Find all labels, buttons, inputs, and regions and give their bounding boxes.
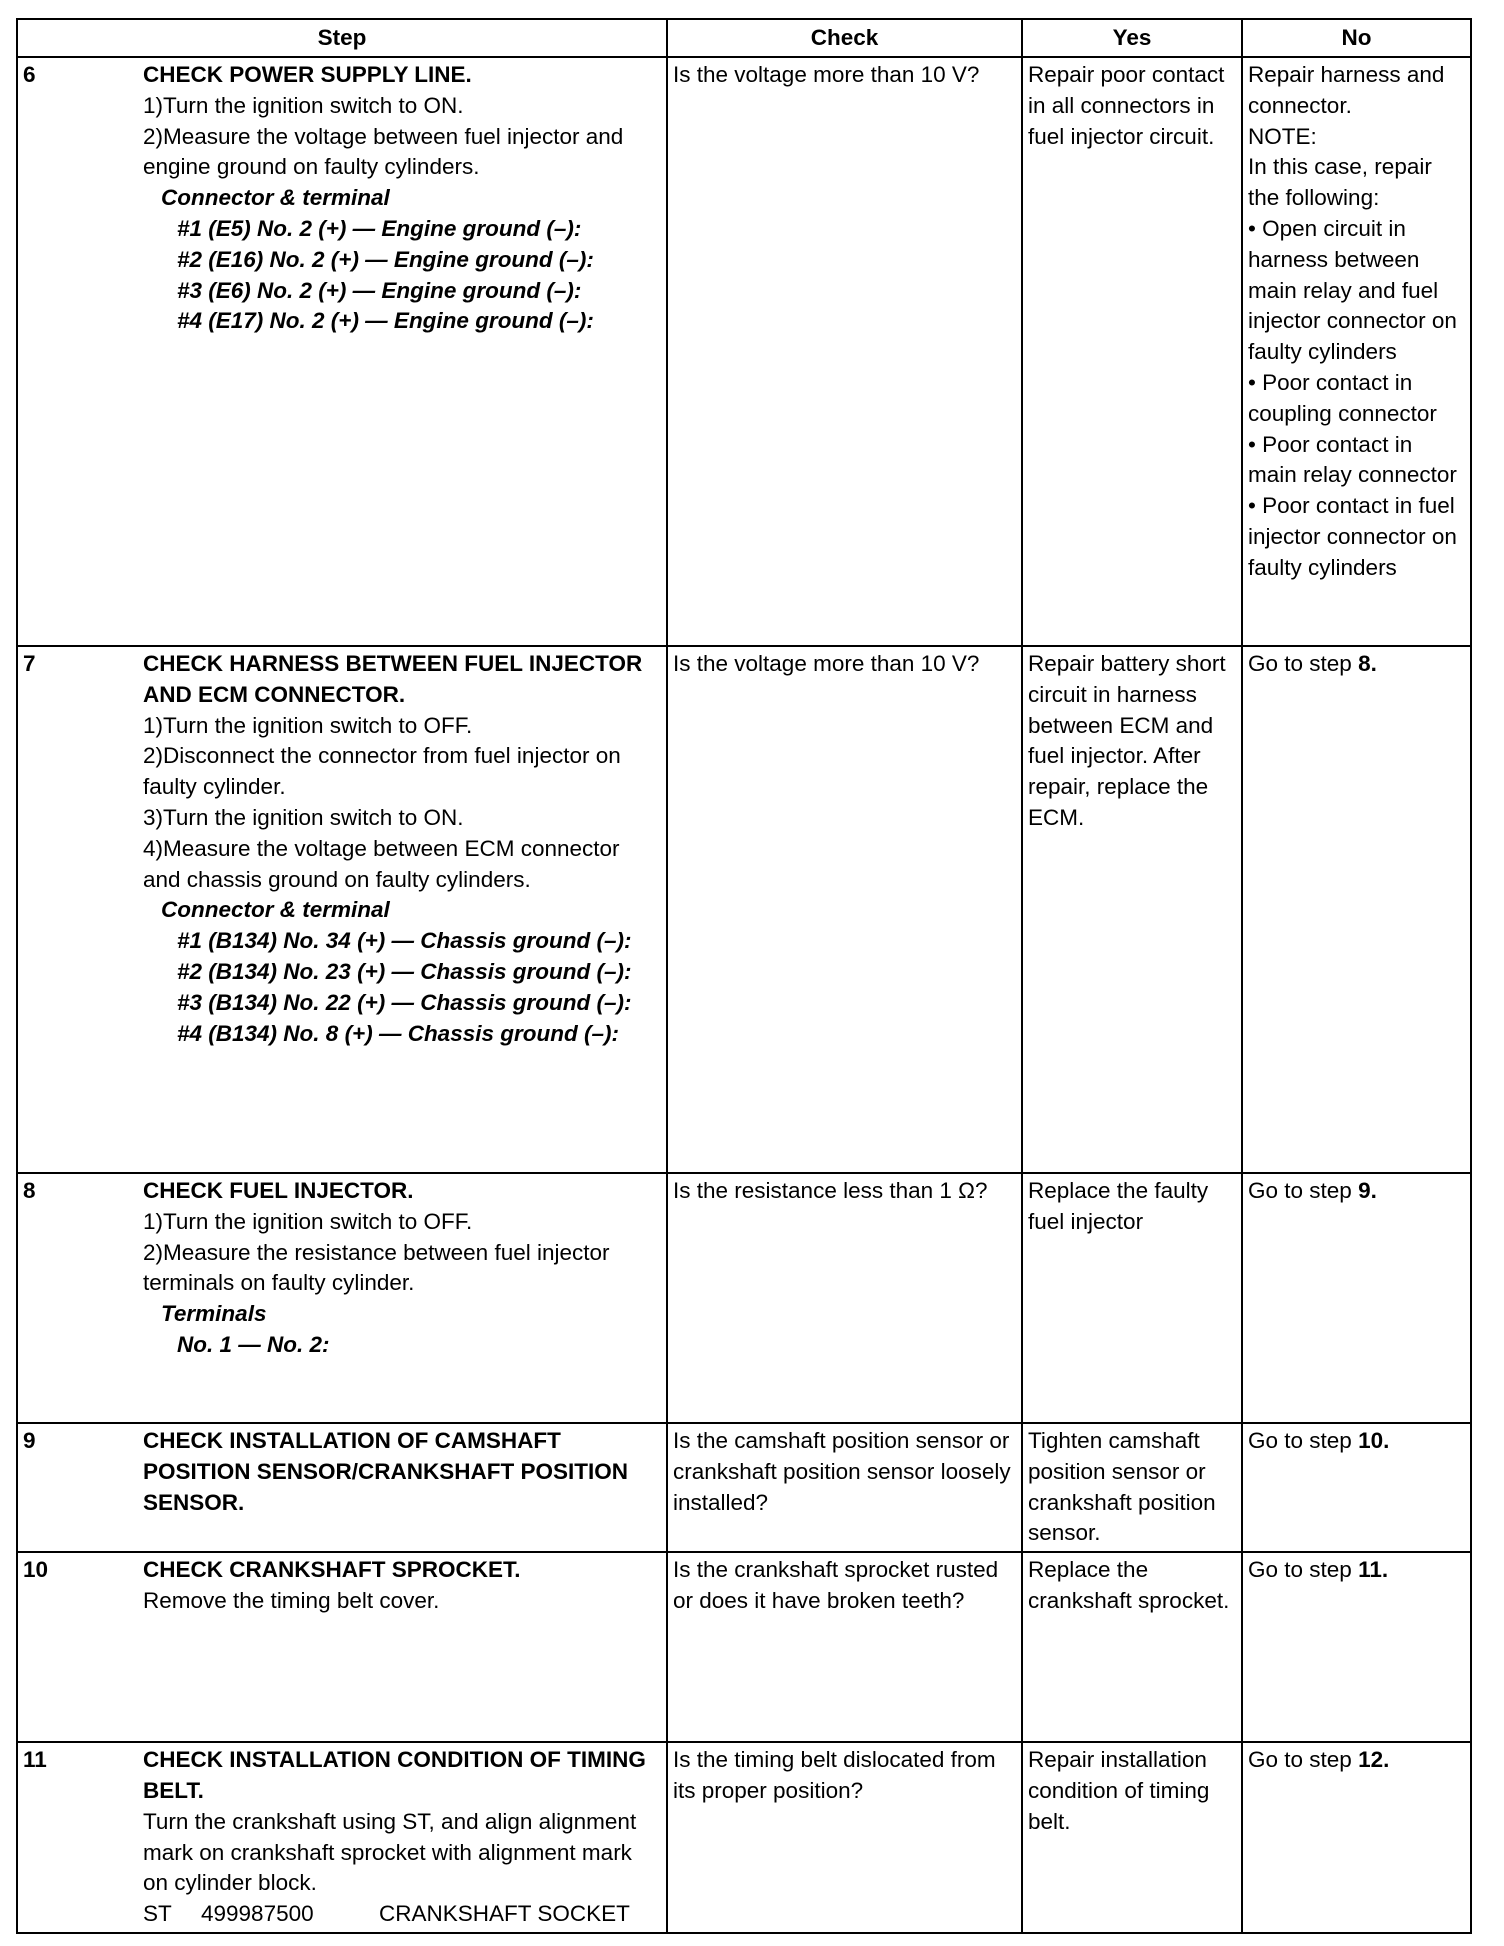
header-yes: Yes [1022,19,1242,57]
terminals-heading: Terminals [161,1301,267,1327]
header-check: Check [667,19,1022,57]
no-bullet: • Poor contact in main relay connector [1248,431,1457,488]
connector-heading: Connector & terminal [161,897,390,923]
step-title: CHECK HARNESS BETWEEN FUEL INJECTOR AND ECM CONNECTOR. [143,651,643,707]
no-cell [1242,1552,1471,1742]
step-number: 9 [23,1428,36,1453]
step-number: 11 [23,1747,47,1773]
step-number: 10 [23,1557,49,1583]
connector-terminal: #2 (E16) No. 2 (+) — Engine ground (–): [177,246,594,272]
step-cell [17,1423,667,1552]
step-number: 6 [23,62,36,87]
step-instruction: 3)Turn the ignition switch to ON. [143,804,464,830]
yes-cell: Replace the crankshaft sprocket. [1022,1552,1242,1742]
connector-terminal: #2 (B134) No. 23 (+) — Chassis ground (–): [177,958,632,984]
note-label: NOTE: [1248,123,1317,149]
goto-step: 11. [1358,1557,1389,1583]
table-row [17,1173,1471,1423]
yes-cell: Repair battery short circuit in harness between ECM and fuel injector. After repair, replace the ECM. [1022,646,1242,1173]
step-title: CHECK INSTALLATION OF CAMSHAFT POSITION SENSOR/CRANKSHAFT POSITION SENSOR. [143,1428,629,1515]
no-cell [1242,57,1471,646]
check-cell: Is the timing belt dislocated from its proper position? [667,1742,1022,1933]
no-text: In this case, repair the following: [1248,154,1432,211]
table-row [17,1423,1471,1552]
step-instruction: Turn the crankshaft using ST, and align alignment mark on crankshaft sprocket with alignment mark on cylinder block. [143,1808,637,1896]
connector-terminal: #4 (E17) No. 2 (+) — Engine ground (–): [177,308,594,334]
diagnostic-table [16,18,1472,1934]
check-cell: Is the resistance less than 1 Ω? [667,1173,1022,1423]
goto-text: Go to step [1248,1428,1352,1453]
no-cell [1242,1173,1471,1423]
terminal-pair: No. 1 — No. 2: [177,1331,330,1357]
table-row [17,1552,1471,1742]
goto-text: Go to step [1248,1747,1352,1773]
step-instruction: 4)Measure the voltage between ECM connector and chassis ground on faulty cylinders. [143,835,620,892]
step-title: CHECK CRANKSHAFT SPROCKET. [143,1557,521,1583]
table-row [17,646,1471,1173]
header-no: No [1242,19,1471,57]
connector-terminal: #4 (B134) No. 8 (+) — Chassis ground (–): [177,1020,619,1046]
goto-text: Go to step [1248,1557,1352,1583]
header-row [17,19,1471,57]
table-row [17,57,1471,646]
step-instruction: 2)Disconnect the connector from fuel injector on faulty cylinder. [143,743,621,800]
step-title: CHECK INSTALLATION CONDITION OF TIMING BELT. [143,1747,646,1803]
no-cell [1242,1742,1471,1933]
no-bullet: • Open circuit in harness between main relay and fuel injector connector on faulty cylinders [1248,215,1457,365]
goto-text: Go to step [1248,651,1352,676]
st-label: ST [143,1901,172,1927]
header-step: Step [17,19,667,57]
no-cell [1242,1423,1471,1552]
yes-cell: Repair installation condition of timing belt. [1022,1742,1242,1933]
special-tool-line [143,1899,661,1930]
step-cell [17,1742,667,1933]
check-cell: Is the camshaft position sensor or crankshaft position sensor loosely installed? [667,1423,1022,1552]
yes-cell: Repair poor contact in all connectors in fuel injector circuit. [1022,57,1242,646]
step-instruction: 2)Measure the resistance between fuel injector terminals on faulty cylinder. [143,1239,610,1296]
connector-heading: Connector & terminal [161,185,390,211]
step-instruction: 1)Turn the ignition switch to ON. [143,92,464,118]
connector-terminal: #3 (B134) No. 22 (+) — Chassis ground (–): [177,989,632,1015]
goto-step: 8. [1358,651,1377,676]
st-number: 499987500 [201,1901,314,1927]
goto-step: 10. [1358,1428,1390,1453]
connector-terminal: #1 (E5) No. 2 (+) — Engine ground (–): [177,215,582,241]
st-name: CRANKSHAFT SOCKET [379,1901,630,1927]
yes-cell: Replace the faulty fuel injector [1022,1173,1242,1423]
connector-terminal: #1 (B134) No. 34 (+) — Chassis ground (–): [177,928,632,954]
step-cell [17,1173,667,1423]
no-cell [1242,646,1471,1173]
step-cell [17,57,667,646]
step-number: 8 [23,1178,36,1203]
step-instruction: Remove the timing belt cover. [143,1587,440,1613]
goto-step: 12. [1358,1747,1390,1773]
step-title: CHECK POWER SUPPLY LINE. [143,62,472,87]
step-title: CHECK FUEL INJECTOR. [143,1178,414,1203]
table-row [17,1742,1471,1933]
step-cell [17,1552,667,1742]
no-text: Repair harness and connector. [1248,62,1445,118]
no-bullet: • Poor contact in coupling connector [1248,369,1437,426]
connector-terminal: #3 (E6) No. 2 (+) — Engine ground (–): [177,277,582,303]
step-cell [17,646,667,1173]
step-number: 7 [23,651,36,676]
step-instruction: 1)Turn the ignition switch to OFF. [143,1208,473,1234]
goto-text: Go to step [1248,1178,1352,1203]
step-instruction: 1)Turn the ignition switch to OFF. [143,712,473,738]
check-cell: Is the voltage more than 10 V? [667,646,1022,1173]
check-cell: Is the voltage more than 10 V? [667,57,1022,646]
goto-step: 9. [1358,1178,1377,1203]
yes-cell: Tighten camshaft position sensor or crankshaft position sensor. [1022,1423,1242,1552]
no-bullet: • Poor contact in fuel injector connector on faulty cylinders [1248,493,1457,580]
check-cell: Is the crankshaft sprocket rusted or does it have broken teeth? [667,1552,1022,1742]
step-instruction: 2)Measure the voltage between fuel injector and engine ground on faulty cylinders. [143,123,624,180]
